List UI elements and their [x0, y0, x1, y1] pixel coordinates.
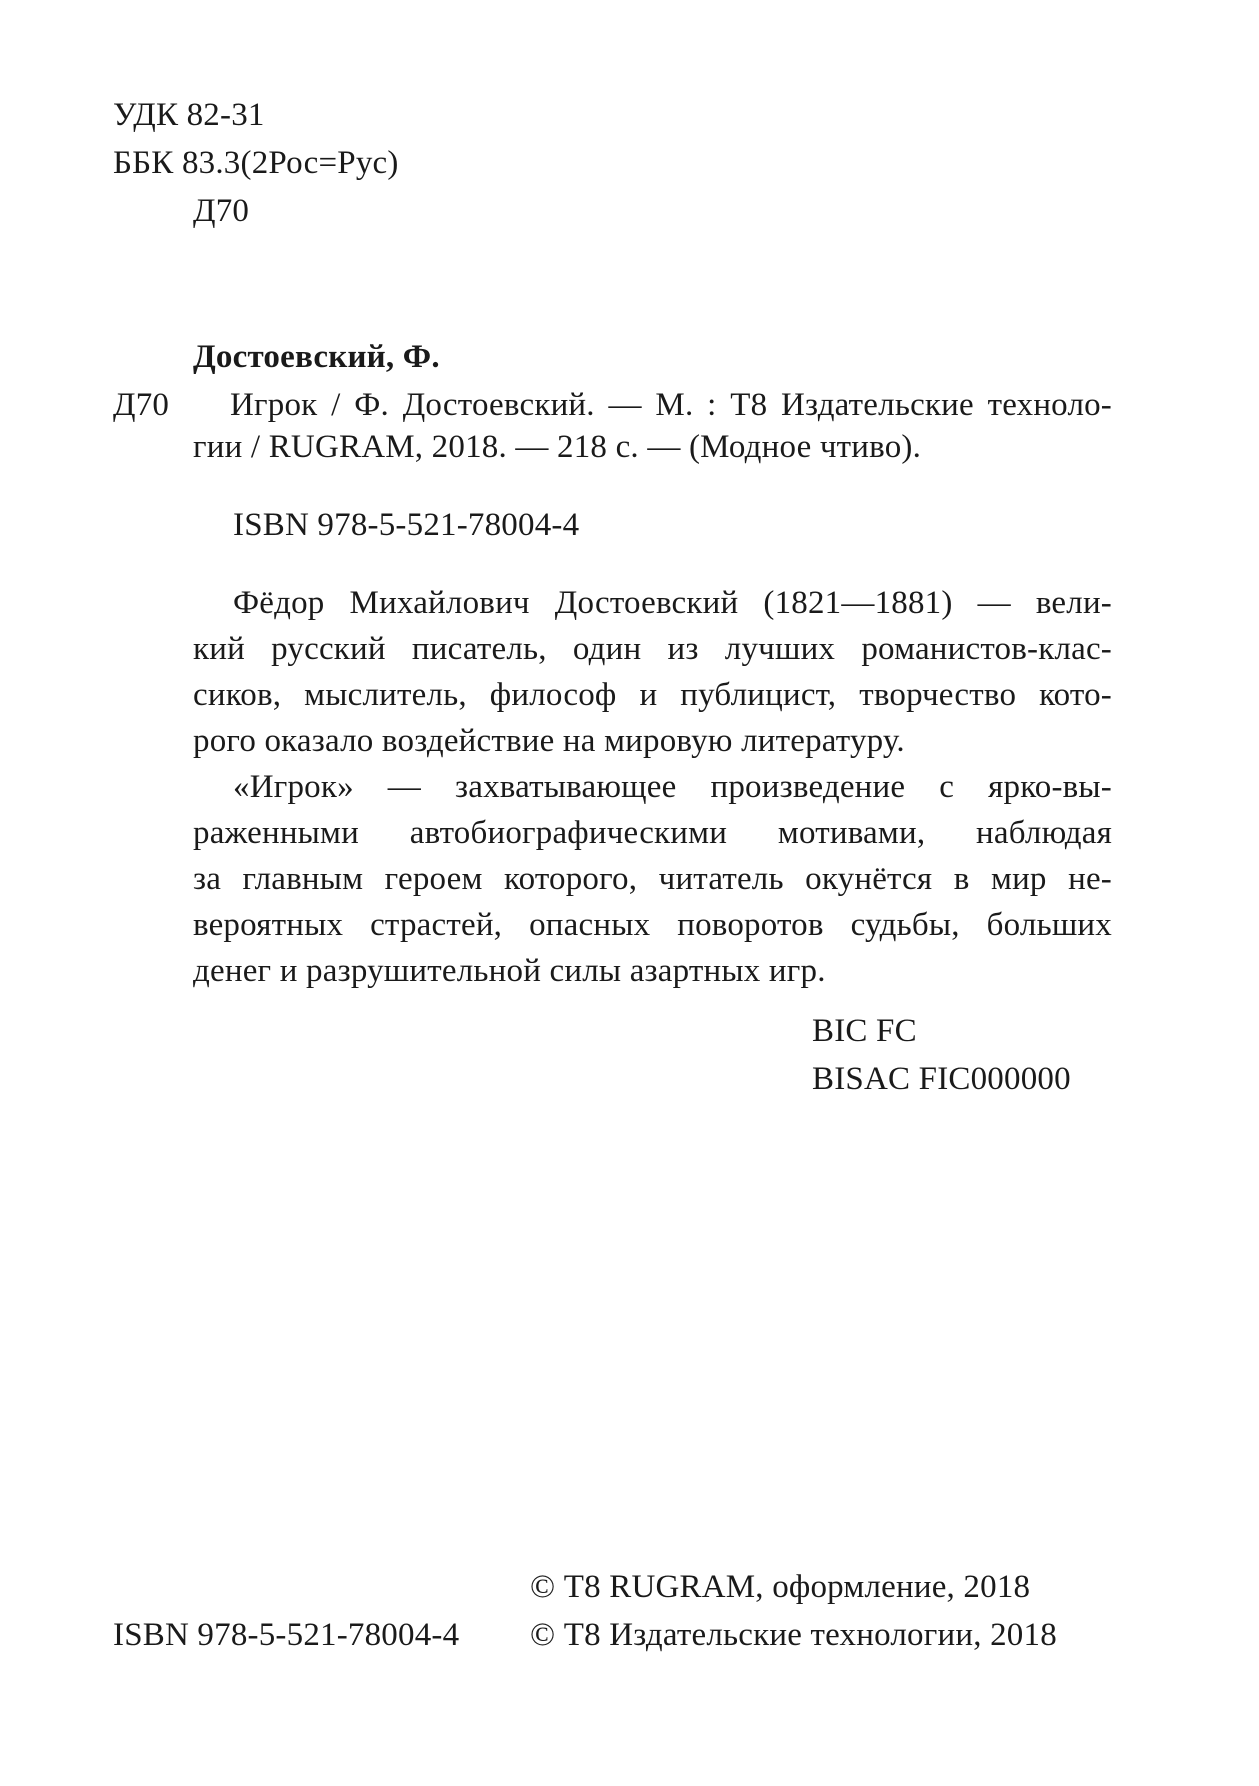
record-isbn: ISBN 978-5-521-78004-4 [233, 507, 580, 543]
copyright-line-1: © Т8 RUGRAM, оформление, 2018 [530, 1569, 1031, 1605]
annotation-p2-line-3: за главным героем которого, читатель окунётся в мир не- [193, 861, 1112, 897]
copyright-line-2: © Т8 Издательские технологии, 2018 [530, 1617, 1057, 1653]
record-line-2: гии / RUGRAM, 2018. — 218 с. — (Модное чтиво). [193, 429, 922, 465]
udk-code: УДК 82-31 [113, 97, 265, 133]
annotation-p2-line-5: денег и разрушительной силы азартных игр. [193, 953, 826, 989]
footer-isbn: ISBN 978-5-521-78004-4 [113, 1617, 460, 1653]
annotation-p2-line-2: раженными автобиографическими мотивами, наблюдая [193, 815, 1112, 851]
bbk-code: ББК 83.3(2Рос=Рус) [113, 145, 399, 181]
annotation-p2-line-1: «Игрок» — захватывающее произведение с ярко-вы- [233, 769, 1112, 805]
bic-code: BIC FC [812, 1013, 917, 1049]
record-line-1: Игрок / Ф. Достоевский. — М. : Т8 Издательские техноло- [230, 387, 1112, 423]
annotation-p2-line-4: вероятных страстей, опасных поворотов судьбы, больших [193, 907, 1112, 943]
record-author: Достоевский, Ф. [193, 339, 440, 375]
annotation-p1-line-1: Фёдор Михайлович Достоевский (1821—1881) — вели- [233, 585, 1112, 621]
author-mark: Д70 [193, 193, 250, 229]
annotation-p1-line-4: рого оказало воздействие на мировую литературу. [193, 723, 905, 759]
annotation-p1-line-3: сиков, мыслитель, философ и публицист, творчество кото- [193, 677, 1112, 713]
bisac-code: BISAC FIC000000 [812, 1061, 1071, 1097]
record-mark: Д70 [113, 387, 170, 423]
annotation-p1-line-2: кий русский писатель, один из лучших романистов-клас- [193, 631, 1112, 667]
